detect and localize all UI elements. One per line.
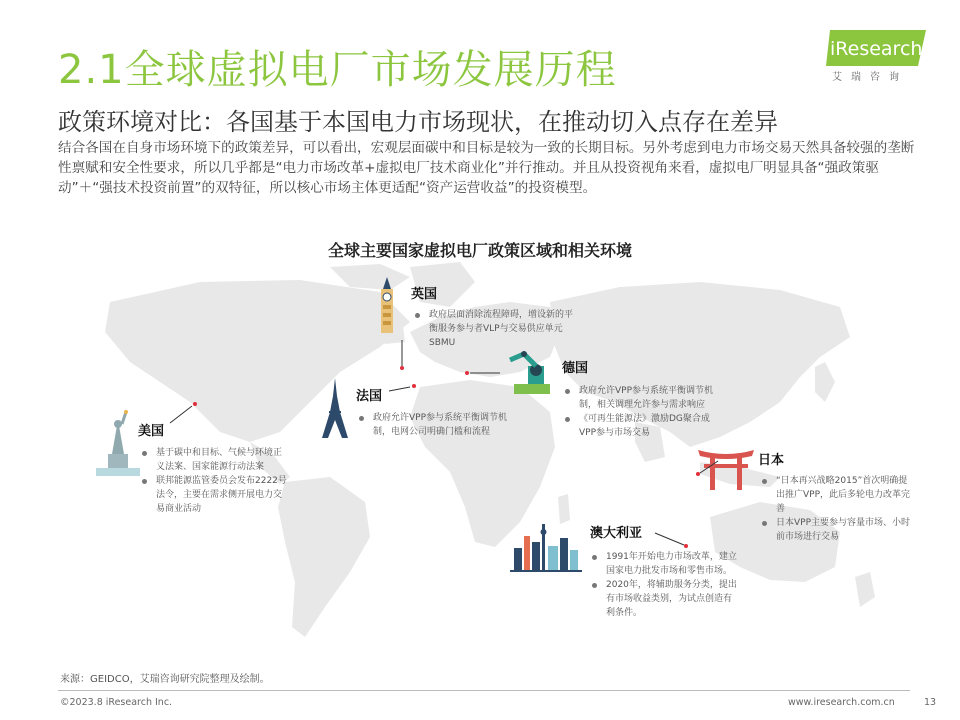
australia-connector [655, 533, 684, 545]
list-item: 2020年，将辅助服务分类，提出有市场收益类别，为试点创造有利条件。 [590, 578, 740, 620]
japan-connector [700, 461, 718, 473]
list-item: “日本再兴战略2015”首次明确提出推广VPP，此后多轮电力改革完善 [760, 474, 910, 516]
copyright: ©2023.8 iResearch Inc. [60, 697, 173, 708]
country-label-japan: 日本 [758, 453, 785, 468]
uk-pin [400, 366, 404, 370]
list-item: 《可再生能源法》激励DG聚合成VPP参与市场交易 [563, 412, 713, 440]
country-label-france: 法国 [356, 389, 383, 404]
japan-pin [696, 472, 700, 476]
country-label-uk: 英国 [411, 287, 438, 302]
page-title: 2.1全球虚拟电厂市场发展历程 [58, 47, 617, 93]
france-pin [412, 384, 416, 388]
logo-text: iResearch [830, 38, 923, 60]
usa-pin [193, 402, 197, 406]
list-item: 政府允许VPP参与系统平衡调节机制，电网公司明确门槛和流程 [357, 411, 507, 439]
australia-pin [684, 544, 688, 548]
country-label-germany: 德国 [562, 361, 589, 376]
france-connector [389, 387, 410, 391]
map-title: 全球主要国家虚拟电厂政策区域和相关环境 [327, 241, 632, 260]
list-item: 日本VPP主要参与容量市场、小时前市场进行交易 [760, 516, 910, 544]
page-number: 13 [924, 697, 937, 708]
page-subtitle: 政策环境对比：各国基于本国电力市场现状，在推动切入点存在差异 [58, 108, 778, 136]
usa-connector [170, 406, 192, 423]
intro-paragraph: 结合各国在自身市场环境下的政策差异，可以看出，宏观层面碳中和目标是较为一致的长期目标。另外考虑到电力市场交易天然具备较强的垄断性禀赋和安全性要求，所以几乎都是“电力市场改革+虚拟电厂技术商业化”并行推动。并且从投资视角来看，虚拟电厂明显具备“强政策驱动”＋“强技术投资前置”的双特征，所以核心市场主体更适配“资产运营收益”的投资模型。 [58, 140, 915, 196]
list-item: 基于碳中和目标、气候与环境正义法案、国家能源行动法案 [140, 446, 290, 474]
website-link[interactable]: www.iresearch.com.cn [788, 697, 895, 708]
footer-divider [58, 690, 910, 691]
germany-pin [465, 371, 469, 375]
list-item: 联邦能源监管委员会发布2222号法令，主要在需求侧开展电力交易商业活动 [140, 474, 290, 516]
country-label-usa: 美国 [138, 424, 165, 439]
list-item: 1991年开始电力市场改革，建立国家电力批发市场和零售市场。 [590, 550, 740, 578]
country-label-australia: 澳大利亚 [590, 526, 643, 541]
source-note: 来源：GEIDCO，艾瑞咨询研究院整理及绘制。 [60, 674, 270, 685]
list-item: 政府层面消除流程障碍，增设新的平衡服务参与者VLP与交易供应单元SBMU [413, 308, 573, 350]
list-item: 政府允许VPP参与系统平衡调节机制，相关调理允许参与需求响应 [563, 384, 713, 412]
logo-subtext: 艾瑞咨询 [832, 72, 908, 83]
